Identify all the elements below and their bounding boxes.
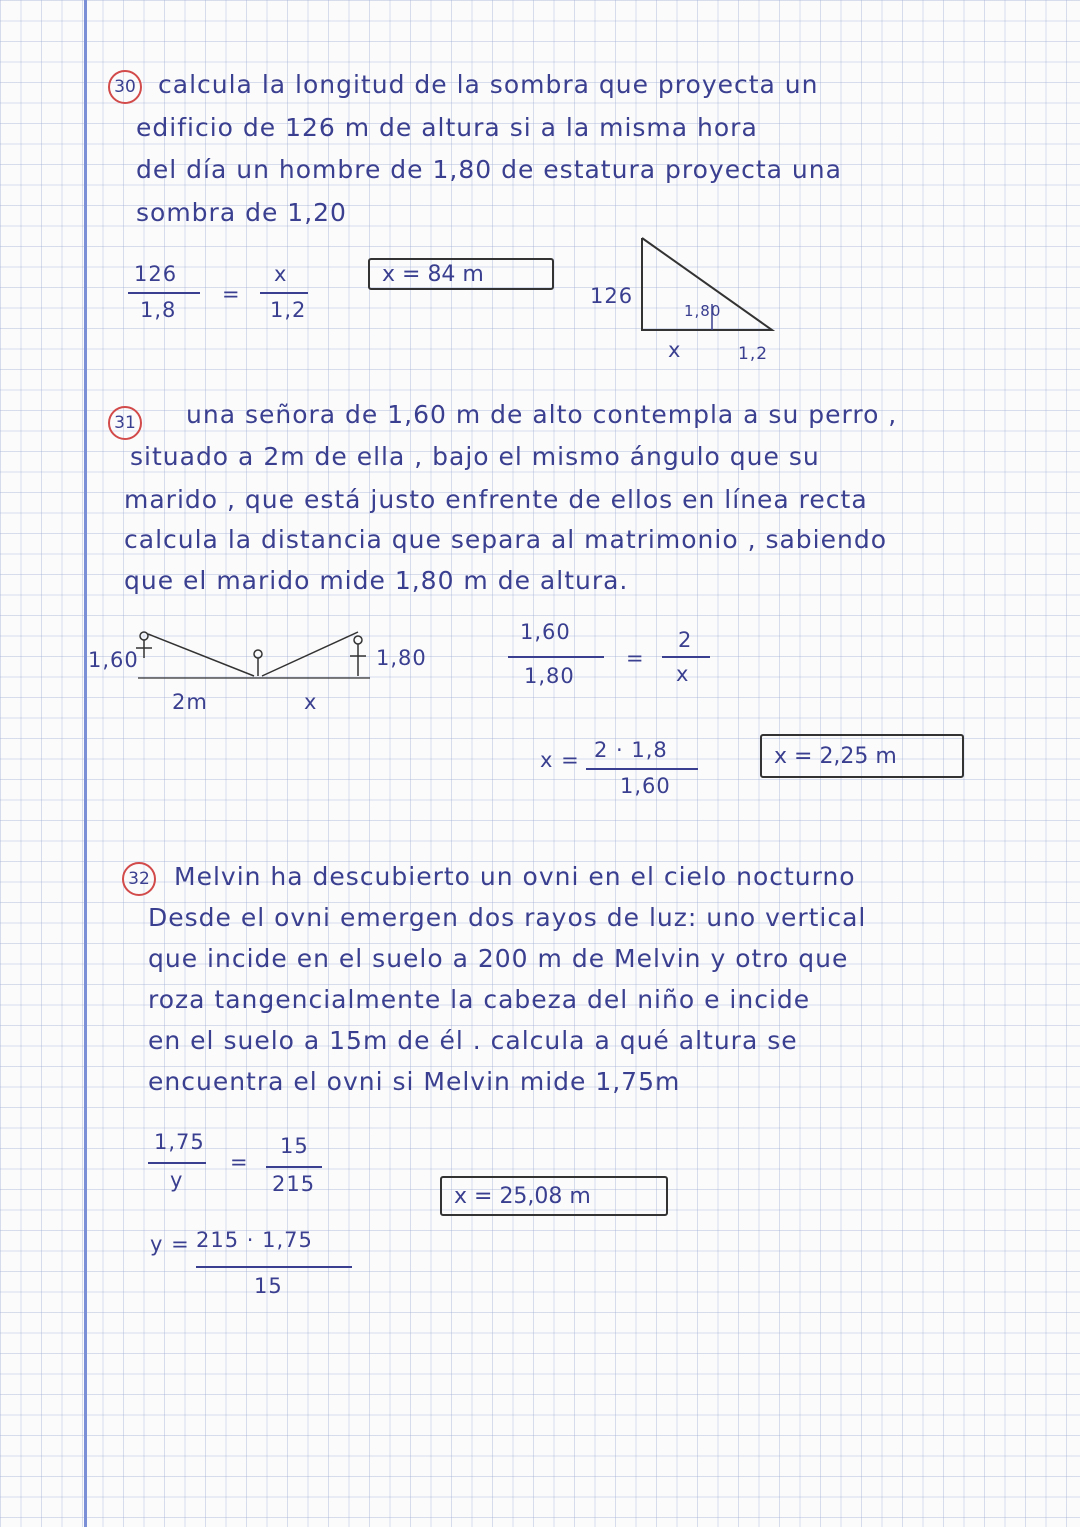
problem-32-line-4: roza tangencialmente la cabeza del niño e incide	[148, 985, 811, 1014]
problem-30-frac-right-den: 1,2	[270, 298, 307, 322]
problem-30-frac-right-num: x	[274, 262, 288, 286]
problem-31-solve-prefix: x =	[540, 748, 580, 772]
problem-31-frac-left-num: 1,60	[520, 620, 571, 644]
notebook-margin-line	[84, 0, 87, 1527]
problem-30-line-3: del día un hombre de 1,80 de estatura proyecta una	[136, 155, 842, 184]
problem-32-frac-right-num: 15	[280, 1134, 309, 1158]
problem-32-frac-left-line	[148, 1162, 206, 1164]
problem-31-diagram-distance: 2m	[172, 690, 208, 714]
problem-31-solve-num: 2 · 1,8	[594, 738, 668, 762]
problem-32-line-5: en el suelo a 15m de él . calcula a qué altura se	[148, 1026, 798, 1055]
problem-31-answer-box	[760, 734, 964, 778]
problem-31-number: 31	[108, 406, 142, 440]
problem-32-answer: x = 25,08 m	[454, 1183, 591, 1209]
problem-32-solve-line	[196, 1266, 352, 1268]
problem-31-solve-line	[586, 768, 698, 770]
problem-30-frac-left-den: 1,8	[140, 298, 177, 322]
problem-32-answer-box	[440, 1176, 668, 1216]
problem-31-line-5: que el marido mide 1,80 m de altura.	[124, 566, 629, 595]
problem-31-frac-right-num: 2	[678, 628, 693, 652]
problem-30-frac-right-line	[260, 292, 308, 294]
problem-30-answer-box	[368, 258, 554, 290]
problem-32-frac-left-num: 1,75	[154, 1130, 205, 1154]
problem-31-line-4: calcula la distancia que separa al matrimonio , sabiendo	[124, 525, 888, 554]
problem-32-equals: =	[230, 1150, 249, 1174]
problem-30-line-2: edificio de 126 m de altura si a la misma hora	[136, 113, 758, 142]
problem-31-diagram-man-height: 1,80	[376, 646, 427, 670]
problem-32-line-1: Melvin ha descubierto un ovni en el cielo nocturno	[174, 862, 856, 891]
problem-32-line-3: que incide en el suelo a 200 m de Melvin y otro que	[148, 944, 849, 973]
problem-31-line-1: una señora de 1,60 m de alto contempla a su perro ,	[186, 400, 898, 429]
problem-31-answer: x = 2,25 m	[774, 743, 897, 769]
problem-32-solve-prefix: y =	[150, 1232, 190, 1256]
problem-31-frac-right-den: x	[676, 662, 690, 686]
problem-31-frac-right-line	[662, 656, 710, 658]
problem-30-frac-left-num: 126	[134, 262, 178, 286]
problem-32-frac-left-den: y	[170, 1168, 184, 1192]
problem-31-frac-left-line	[508, 656, 604, 658]
problem-30-diagram-height: 126	[590, 284, 634, 308]
problem-30-diagram-man: 1,80	[684, 302, 722, 320]
problem-30-number: 30	[108, 70, 142, 104]
problem-32-frac-right-line	[266, 1166, 322, 1168]
problem-32-frac-right-den: 215	[272, 1172, 316, 1196]
problem-32-line-6: encuentra el ovni si Melvin mide 1,75m	[148, 1067, 681, 1096]
problem-32-solve-num: 215 · 1,75	[196, 1228, 313, 1252]
problem-30-diagram-x: x	[668, 338, 682, 362]
problem-32-solve-den: 15	[254, 1274, 283, 1298]
problem-31-solve-den: 1,60	[620, 774, 671, 798]
problem-30-line-4: sombra de 1,20	[136, 198, 347, 227]
problem-31-frac-left-den: 1,80	[524, 664, 575, 688]
problem-32-number: 32	[122, 862, 156, 896]
problem-31-line-3: marido , que está justo enfrente de ellos en línea recta	[124, 485, 868, 514]
problem-30-answer: x = 84 m	[382, 261, 484, 287]
problem-32-line-2: Desde el ovni emergen dos rayos de luz: uno vertical	[148, 903, 867, 932]
problem-30-diagram-shadow: 1,2	[738, 344, 769, 364]
problem-30-line-1: calcula la longitud de la sombra que proyecta un	[158, 70, 819, 99]
problem-31-line-2: situado a 2m de ella , bajo el mismo ángulo que su	[130, 442, 820, 471]
problem-31-diagram-woman-height: 1,60	[88, 648, 139, 672]
problem-31-diagram-x: x	[304, 690, 318, 714]
problem-31-equals: =	[626, 646, 645, 670]
problem-30-frac-left-line	[128, 292, 200, 294]
problem-30-equals: =	[222, 282, 241, 306]
